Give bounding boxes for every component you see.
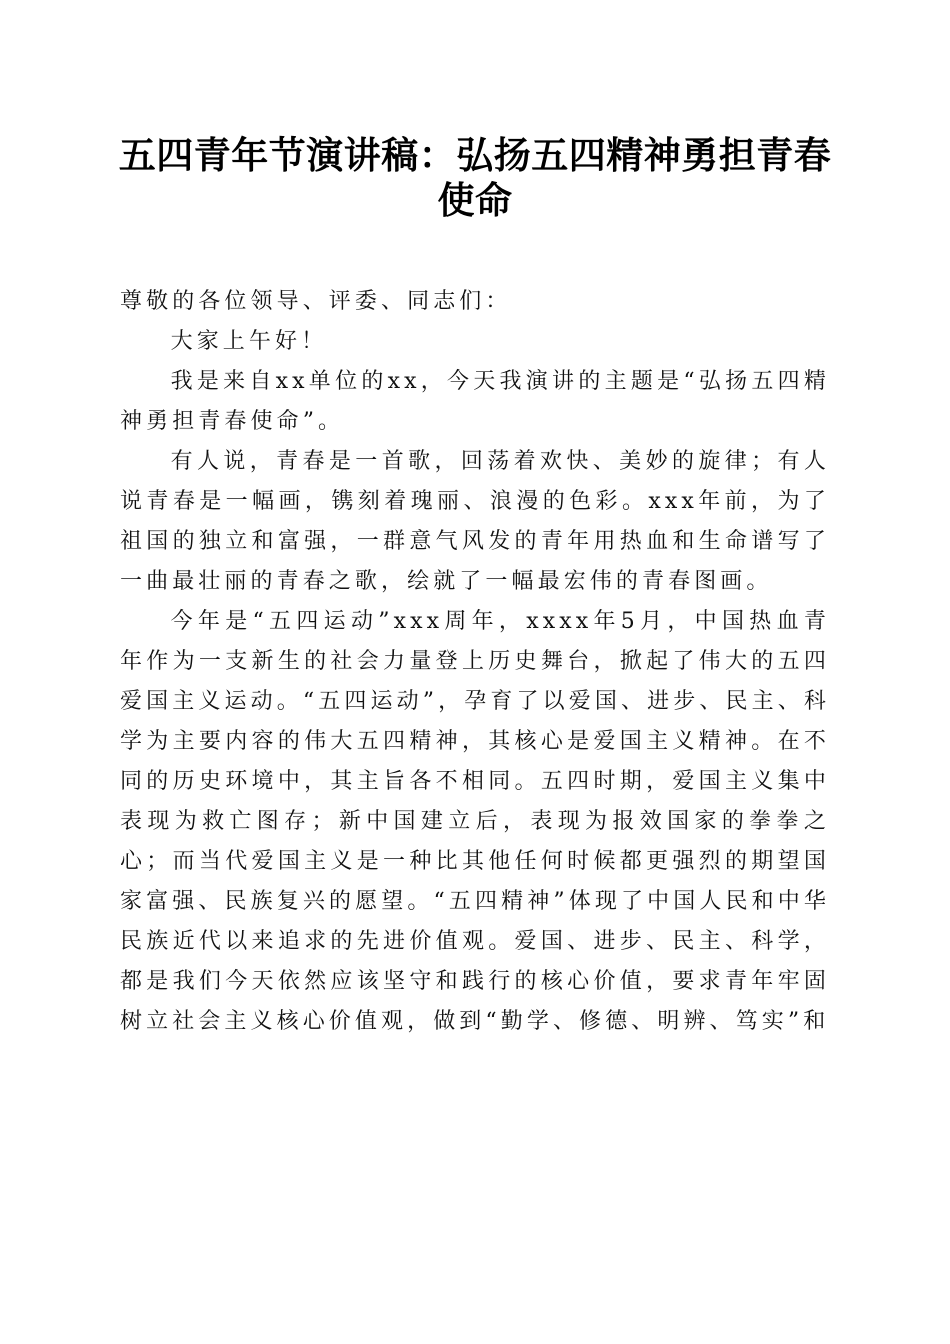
paragraph-may-fourth: 今年是“五四运动”xxx周年，xxxx年5月，中国热血青年作为一支新生的社会力量登上历史舞台，掀起了伟大的五四爱国主义运动。“五四运动”，孕育了以爱国、进步、民主、科学为主要内容的伟大五四精神，其核心是爱国主义精神。在不同的历史环境中，其主旨各不相同。五四时期，爱国主义集中表现为救亡图存；新中国建立后，表现为报效国家的拳拳之心；而当代爱国主义是一种比其他任何时候都更强烈的期望国家富强、民族复兴的愿望。“五四精神”体现了中国人民和中华民族近代以来追求的先进价值观。爱国、进步、民主、科学，都是我们今天依然应该坚守和践行的核心价值，要求青年牢固树立社会主义核心价值观，做到“勤学、修德、明辨、笃实”和 (120, 609, 830, 1034)
paragraph-introduction: 我是来自xx单位的xx，今天我演讲的主题是“弘扬五四精神勇担青春使命”。 (120, 369, 830, 434)
salutation: 尊敬的各位领导、评委、同志们： (120, 289, 512, 314)
document-body (120, 282, 830, 1042)
paragraph-youth: 有人说，青春是一首歌，回荡着欢快、美妙的旋律；有人说青春是一幅画，镌刻着瑰丽、浪漫的色彩。xxx年前，为了祖国的独立和富强，一群意气风发的青年用热血和生命谱写了一曲最壮丽的青春之歌，绘就了一幅最宏伟的青春图画。 (120, 449, 830, 594)
paragraph-greeting: 大家上午好！ (170, 329, 328, 354)
document-title: 五四青年节演讲稿：弘扬五四精神勇担青春使命 (118, 133, 832, 222)
